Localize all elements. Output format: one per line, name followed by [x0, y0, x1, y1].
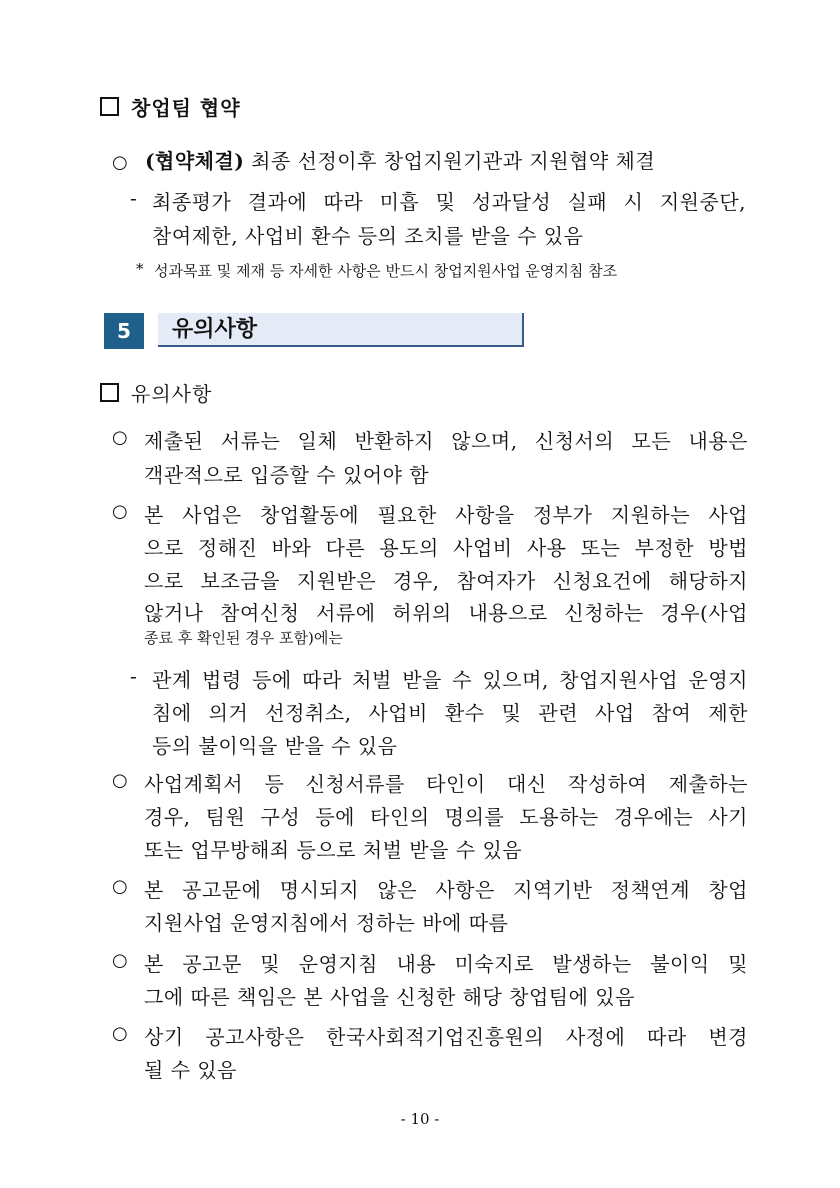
notice-line: 으로 보조금을 지원받은 경우, 참여자가 신청요건에 해당하지	[144, 569, 748, 593]
section-title: 유의사항	[172, 317, 258, 342]
section-heading-notice: 유의사항	[100, 378, 212, 407]
notice-line: 상기 공고사항은 한국사회적기업진흥원의 사정에 따라 변경	[144, 1025, 748, 1049]
notice-line: 경우, 팀원 구성 등에 타인의 명의를 도용하는 경우에는 사기	[144, 805, 748, 829]
notice-line: 침에 의거 선정취소, 사업비 환수 및 관련 사업 참여 제한	[152, 701, 748, 725]
notice-line: 지원사업 운영지침에서 정하는 바에 따름	[144, 911, 509, 935]
note-text: 성과목표 및 제재 등 자세한 사항은 반드시 창업지원사업 운영지침 참조	[154, 262, 618, 280]
notice-line: 제출된 서류는 일체 반환하지 않으며, 신청서의 모든 내용은	[144, 429, 748, 453]
dash-text-line: 최종평가 결과에 따라 미흡 및 성과달성 실패 시 지원중단,	[152, 190, 746, 214]
notice-line: 객관적으로 입증할 수 있어야 함	[144, 463, 430, 487]
notice-line: 관계 법령 등에 따라 처벌 받을 수 있으며, 창업지원사업 운영지	[152, 668, 748, 692]
checkbox-square-icon	[100, 97, 119, 116]
item-label-bold: (협약체결)	[145, 149, 245, 173]
section-heading-team: 창업팀 협약	[100, 92, 241, 121]
section-number-badge: 5	[104, 313, 144, 349]
notice-line-small: 종료 후 확인된 경우 포함)에는	[144, 629, 343, 647]
circle-bullet-icon: ○	[112, 770, 128, 791]
list-item	[112, 145, 655, 174]
notice-line: 그에 따른 책임은 본 사업을 신청한 해당 창업팀에 있음	[144, 985, 635, 1009]
circle-bullet-icon: ○	[112, 152, 129, 173]
circle-bullet-icon: ○	[112, 950, 128, 971]
circle-bullet-icon: ○	[112, 1023, 128, 1044]
circle-bullet-icon: ○	[112, 501, 128, 522]
notice-line: 본 공고문에 명시되지 않은 사항은 지역기반 정책연계 창업	[144, 878, 748, 902]
notice-line: 않거나 참여신청 서류에 허위의 내용으로 신청하는 경우(사업	[144, 601, 748, 625]
checkbox-square-icon	[100, 383, 119, 402]
notice-line: 본 사업은 창업활동에 필요한 사항을 정부가 지원하는 사업	[144, 503, 748, 527]
circle-bullet-icon: ○	[112, 427, 128, 448]
notice-line: 등의 불이익을 받을 수 있음	[152, 734, 398, 758]
circle-bullet-icon: ○	[112, 876, 128, 897]
notice-line: 본 공고문 및 운영지침 내용 미숙지로 발생하는 불이익 및	[144, 952, 748, 976]
item-text: 최종 선정이후 창업지원기관과 지원협약 체결	[244, 149, 656, 173]
notice-line: 또는 업무방해죄 등으로 처벌 받을 수 있음	[144, 838, 523, 862]
page-number: - 10 -	[400, 1110, 440, 1128]
dash-bullet-icon: -	[130, 664, 138, 688]
dash-text-line: 참여제한, 사업비 환수 등의 조치를 받을 수 있음	[152, 224, 584, 248]
asterisk-icon: *	[136, 260, 144, 278]
notice-line: 될 수 있음	[144, 1058, 237, 1082]
dash-bullet-icon: -	[130, 186, 138, 210]
notice-line: 으로 정해진 바와 다른 용도의 사업비 사용 또는 부정한 방법	[144, 536, 748, 560]
notice-line: 사업계획서 등 신청서류를 타인이 대신 작성하여 제출하는	[144, 772, 748, 796]
